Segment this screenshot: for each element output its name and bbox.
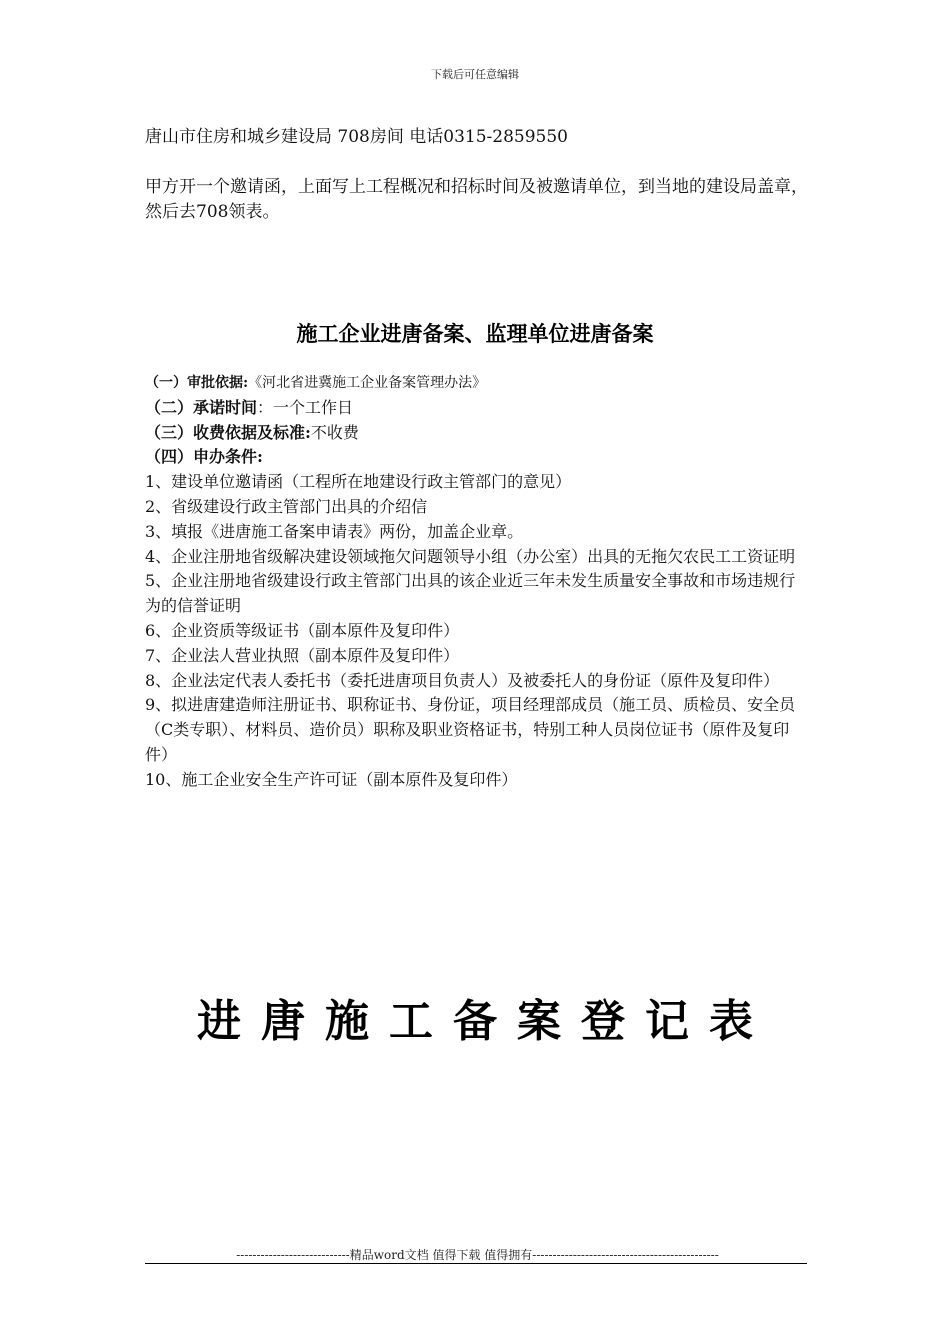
instruction-paragraph: 甲方开一个邀请函，上面写上工程概况和招标时间及被邀请单位，到当地的建设局盖章，然后去708领表。 — [145, 177, 808, 222]
condition-item: 2、省级建设行政主管部门出具的介绍信 — [145, 496, 428, 516]
item-fee-basis — [145, 421, 810, 446]
item-commitment-time — [145, 396, 810, 421]
item-label: （二）承诺时间 — [145, 397, 258, 417]
item-label: （四）申办条件: — [145, 447, 263, 467]
item-label: （一）审批依据: — [145, 375, 249, 391]
item-label: （三）收费依据及标准: — [145, 422, 311, 442]
section-title: 施工企业进唐备案、监理单位进唐备案 — [296, 321, 654, 346]
registration-form-title: 进唐施工备案登记表 — [197, 996, 773, 1047]
item-value: 不收费 — [310, 422, 359, 442]
header-note: 下载后可任意编辑 — [431, 68, 519, 81]
item-value: 《河北省进冀施工企业备案管理办法》 — [248, 375, 487, 391]
conditions-block — [145, 370, 810, 793]
footer-rule — [145, 1263, 807, 1264]
footer-note: ----------------------------精品word文档 值得下载 值得拥有---------------------------------------------- — [236, 1248, 719, 1262]
item-value: ：一个工作日 — [257, 397, 354, 417]
contact-line: 唐山市住房和城乡建设局 708房间 电话0315-2859550 — [145, 127, 568, 147]
item-approval-basis — [145, 370, 810, 396]
item-application-conditions — [145, 445, 810, 470]
condition-item: 8、企业法定代表人委托书（委托进唐项目负责人）及被委托人的身份证（原件及复印件） — [145, 670, 780, 690]
condition-item: 7、企业法人营业执照（副本原件及复印件） — [145, 645, 460, 665]
condition-item: 9、拟进唐建造师注册证书、职称证书、身份证，项目经理部成员（施工员、质检员、安全员（C类专职）、材料员、造价员）职称及职业资格证书，特别工种人员岗位证书（原件及复印件） — [145, 695, 796, 764]
condition-item: 6、企业资质等级证书（副本原件及复印件） — [145, 620, 460, 640]
condition-item: 4、企业注册地省级解决建设领域拖欠问题领导小组（办公室）出具的无拖欠农民工工资证明 — [145, 546, 796, 566]
condition-item: 10、施工企业安全生产许可证（副本原件及复印件） — [145, 769, 518, 789]
condition-item: 3、填报《进唐施工备案申请表》两份，加盖企业章。 — [145, 521, 524, 541]
condition-item: 5、企业注册地省级建设行政主管部门出具的该企业近三年未发生质量安全事故和市场违规行为的信誉证明 — [145, 571, 796, 616]
condition-item: 1、建设单位邀请函（工程所在地建设行政主管部门的意见） — [145, 472, 572, 492]
